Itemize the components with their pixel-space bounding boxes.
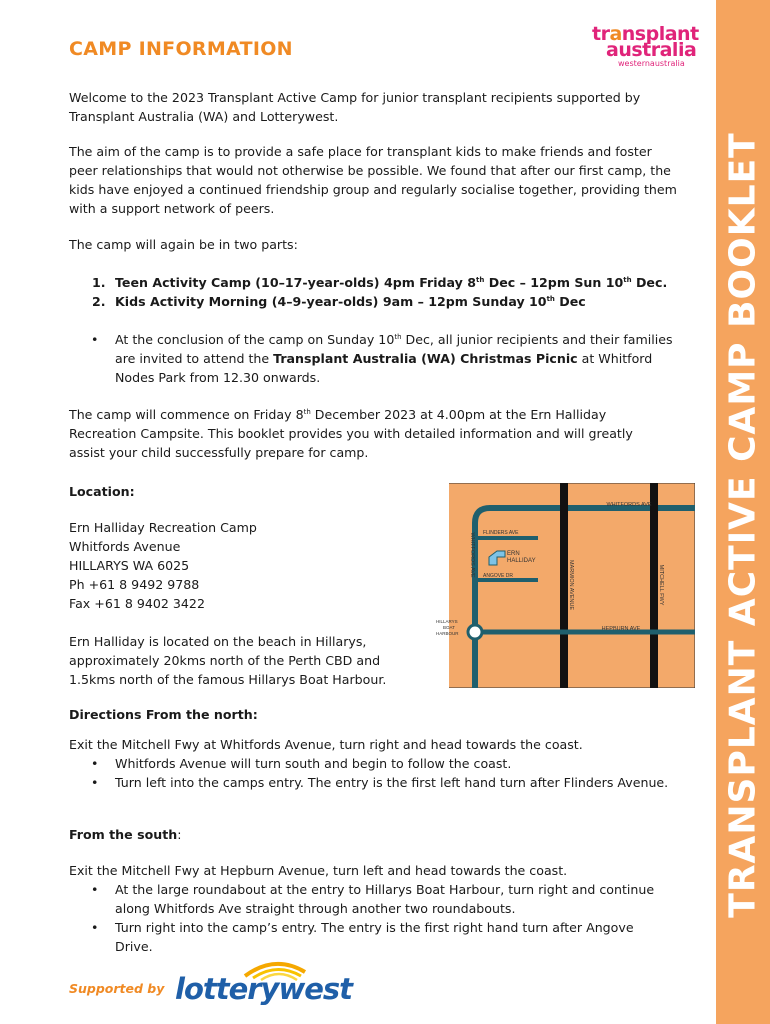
location-map [433,483,695,688]
label-mitchell-fwy: MITCHELL FWY [658,564,664,606]
location-heading: Location: [69,484,135,499]
list-item: • Turn left into the camps entry. The entry is the first left hand turn after Flinders Avenue. [91,775,669,790]
logo-text-australia: australia [606,39,697,61]
logo-text-1: tr [592,23,610,45]
supported-by-label: Supported by [69,981,165,996]
label-flinders-ave: FLINDERS AVE [483,530,519,536]
parts-intro: The camp will again be in two parts: [69,237,298,252]
list-item: 1. Teen Activity Camp (10–17-year-olds) 4pm Friday 8th Dec – 12pm Sun 10th Dec. [92,275,668,290]
address-line: HILLARYS WA 6025 [69,558,190,573]
bullet-icon: • [91,756,99,771]
address-line: Fax +61 8 9402 3422 [69,596,205,611]
label-marmion-avenue: MARMION AVENUE [568,559,574,611]
label-whitfords-ave-vertical: WHITFORDS AVE [469,532,475,578]
page-title: CAMP INFORMATION [69,38,293,60]
label-hepburn-ave: HEPBURN AVE [601,626,641,632]
label-halliday: HALLIDAY [507,558,536,564]
bullet-icon: • [91,920,99,935]
south-heading: From the south: [69,827,182,842]
north-heading: Directions From the north: [69,707,258,722]
lotterywest-logo [175,958,353,1018]
camp-parts-list [69,273,709,311]
roundabout-marker [468,625,482,639]
picnic-bullet [69,330,684,387]
commence-paragraph: The camp will commence on Friday 8th December 2023 at 4.00pm at the Ern Halliday Recreation Campsite. This booklet provides you with detailed information and will greatly assist your child successfully prepare for camp. [69,407,633,460]
label-harbour: HARBOUR [436,631,459,636]
north-text: Exit the Mitchell Fwy at Whitfords Avenue, turn right and head towards the coast. [69,737,583,752]
location-description: Ern Halliday is located on the beach in Hillarys, approximately 20kms north of the Perth CBD and 1.5kms north of the famous Hillarys Boat Harbour. [69,634,387,687]
list-item: • Turn right into the camp’s entry. The entry is the first right hand turn after Angove Drive. [91,920,634,954]
list-item: 2. Kids Activity Morning (4–9-year-olds) 9am – 12pm Sunday 10th Dec [92,294,586,309]
label-ern: ERN [507,551,520,557]
transplant-australia-logo [592,24,704,72]
bullet-icon: • [91,775,99,790]
sidebar-title: TRANSPLANT ACTIVE CAMP BOOKLET [722,132,764,918]
address-line: Ern Halliday Recreation Camp [69,520,257,535]
address-block [69,518,257,613]
label-whitfords-ave: WHITFORDS AVE [606,502,652,508]
label-angove-dr: ANGOVE DR [483,573,514,579]
north-bullets [69,754,669,792]
aim-paragraph: The aim of the camp is to provide a safe place for transplant kids to make friends and foster peer relationships that would not otherwise be possible. We found that after our first camp, the kids have enjoyed a continued friendship group and regularly socialise together, providing them with a support network of peers. [69,144,677,216]
label-hillarys: HILLARYS [436,619,458,624]
logo-text-a: a [609,23,622,45]
address-line: Ph +61 8 9492 9788 [69,577,200,592]
south-bullets [69,880,669,956]
address-line: Whitfords Avenue [69,539,181,554]
list-item: • Whitfords Avenue will turn south and begin to follow the coast. [91,756,512,771]
label-boat: BOAT [443,625,455,630]
list-item: • At the conclusion of the camp on Sunday 10th Dec, all junior recipients and their families are invited to attend the Transplant Australia (WA) Christmas Picnic at Whitford Nodes Park from 12.30 onwards. [91,332,673,385]
lotterywest-wordmark: lotterywest [175,972,353,1006]
bullet-icon: • [91,882,99,897]
south-text: Exit the Mitchell Fwy at Hepburn Avenue, turn left and head towards the coast. [69,863,568,878]
intro-paragraph: Welcome to the 2023 Transplant Active Camp for junior transplant recipients supported by Transplant Australia (WA) and Lotterywest. [69,90,641,124]
map-ocean [433,483,449,688]
bullet-icon: • [91,332,99,347]
logo-text-western: westernaustralia [618,59,685,68]
list-item: • At the large roundabout at the entry to Hillarys Boat Harbour, turn right and continue along Whitfords Ave straight through another two roundabouts. [91,882,655,916]
sidebar-banner [716,0,770,1024]
logo-text-2: nsplant [621,23,699,45]
